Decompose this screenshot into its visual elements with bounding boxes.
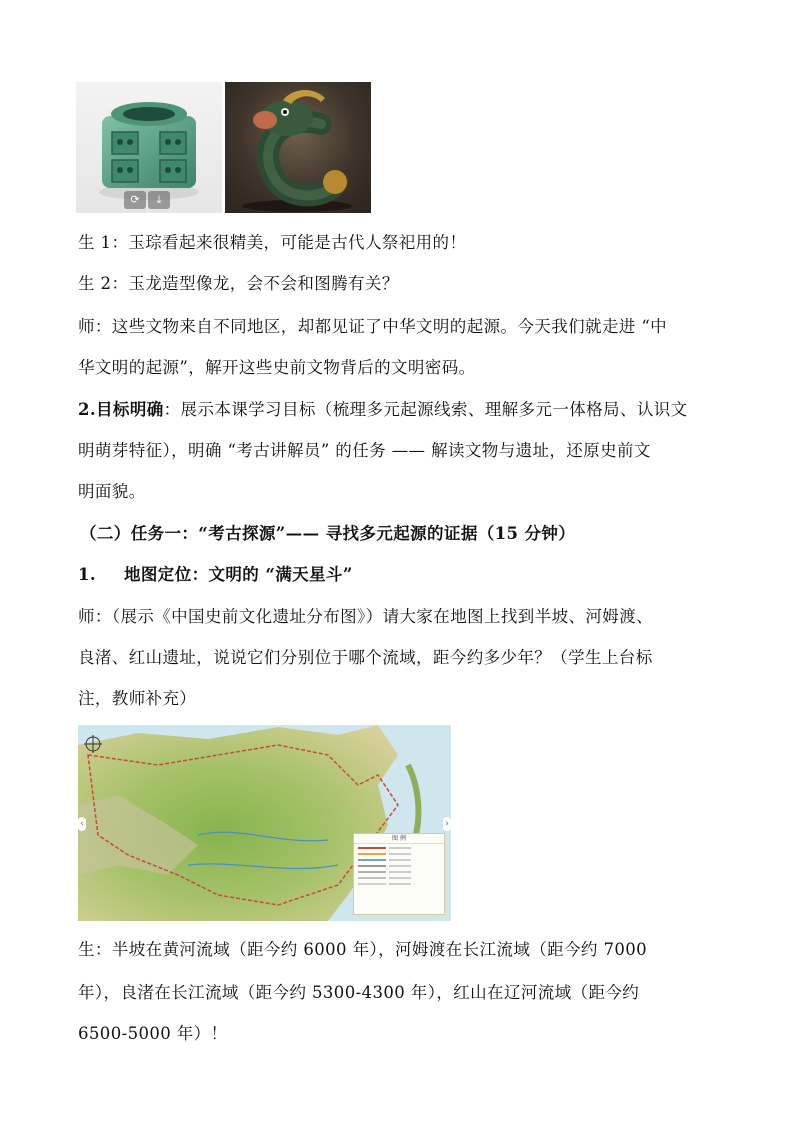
- goal-line-2: 明萌芽特征），明确 “考古讲解员” 的任务 —— 解读文物与遗址，还原史前文: [78, 441, 651, 460]
- student-answer-line-3: 6500-5000 年）！: [78, 1024, 228, 1043]
- artifact-images: [76, 82, 371, 213]
- jade-dragon-illustration: [225, 82, 371, 213]
- teacher-line-2: 华文明的起源”，解开这些史前文物背后的文明密码。: [78, 358, 476, 377]
- subheading: [78, 561, 353, 585]
- image-toolbar: [124, 191, 170, 209]
- teacher-map-line-2: 良渚、红山遗址，说说它们分别位于哪个流域，距今约多少年？（学生上台标: [78, 648, 653, 667]
- subheading-text: 地图定位：文明的 “满天星斗”: [124, 565, 353, 584]
- map-legend: [353, 833, 445, 915]
- compass-icon: [84, 735, 102, 757]
- teacher-map-line-1: 师：（展示《中国史前文化遗址分布图》）请大家在地图上找到半坡、河姆渡、: [78, 607, 653, 626]
- legend-row: [358, 846, 440, 850]
- goal-label: 2.目标明确: [78, 400, 164, 419]
- legend-row: [358, 870, 440, 874]
- teacher-map-line-3: 注，教师补充）: [78, 689, 197, 708]
- jade-dragon-image: [225, 82, 371, 213]
- subheading-number: 1.: [78, 565, 97, 584]
- legend-title: 图 例: [354, 834, 444, 844]
- student-1-line: 生 1：玉琮看起来很精美，可能是古代人祭祀用的！: [78, 233, 467, 252]
- goal-line-1: [78, 389, 758, 430]
- map-next-button[interactable]: ›: [443, 817, 451, 831]
- legend-row: [358, 882, 440, 886]
- student-2-line: 生 2：玉龙造型像龙，会不会和图腾有关？: [78, 274, 399, 293]
- download-icon[interactable]: ⤓: [148, 191, 170, 209]
- map-prev-button[interactable]: ‹: [78, 817, 86, 831]
- rotate-icon[interactable]: ⟳: [124, 191, 146, 209]
- china-prehistoric-sites-map: [78, 725, 451, 921]
- goal-text-1: ：展示本课学习目标（梳理多元起源线索、理解多元一体格局、认识文: [163, 400, 688, 419]
- task-heading: （二）任务一：“考古探源”—— 寻找多元起源的证据（15 分钟）: [80, 524, 576, 543]
- student-answer-line-1: 生：半坡在黄河流域（距今约 6000 年），河姆渡在长江流域（距今约 7000: [78, 940, 648, 959]
- legend-row: [358, 858, 440, 862]
- legend-row: [358, 864, 440, 868]
- jade-cong-image: [76, 82, 222, 213]
- student-answer-line-2: 年），良渚在长江流域（距今约 5300-4300 年），红山在辽河流域（距今约: [78, 983, 640, 1002]
- teacher-line-1: 师：这些文物来自不同地区，却都见证了中华文明的起源。今天我们就走进 “中: [78, 317, 668, 336]
- legend-row: [358, 852, 440, 856]
- legend-row: [358, 876, 440, 880]
- goal-line-3: 明面貌。: [78, 482, 146, 501]
